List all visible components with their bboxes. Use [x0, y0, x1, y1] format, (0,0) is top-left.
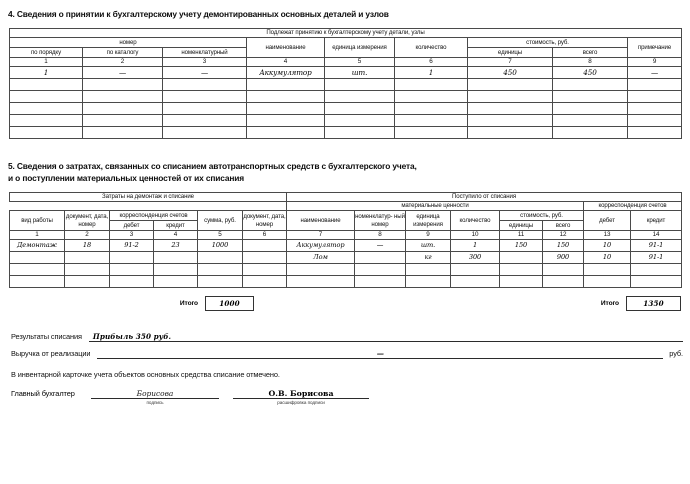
table-cell-empty	[65, 264, 110, 276]
table-row	[10, 252, 682, 264]
table-row-empty	[10, 276, 682, 288]
table-cell-debit-right: 10	[584, 240, 631, 252]
table-cell-empty	[198, 264, 243, 276]
revenue-label: Выручка от реализации	[11, 349, 91, 358]
table-cell-unit: шт.	[325, 67, 395, 79]
t4-header-name: наименование	[247, 38, 325, 58]
t5-band-expenses: Затраты на демонтаж и списание	[10, 193, 287, 202]
t5-header-name: наименование	[287, 211, 355, 231]
table-cell-empty	[451, 276, 500, 288]
t4-header-cost-total: всего	[553, 48, 628, 58]
t5-colnum-10: 10	[451, 231, 500, 240]
table-row-empty	[10, 264, 682, 276]
table-cell-nomenclature: —	[163, 67, 247, 79]
t5-colnum-4: 4	[154, 231, 198, 240]
table-cell-empty	[406, 276, 451, 288]
table-cell-empty	[355, 264, 406, 276]
table-row-empty	[10, 115, 682, 127]
table-cell-empty	[247, 91, 325, 103]
table-cell-work-type: Демонтаж	[10, 240, 65, 252]
t5-header-work-type: вид работы	[10, 211, 65, 231]
table-cell-empty	[468, 79, 553, 91]
t5-colnum-2: 2	[65, 231, 110, 240]
table-cell-empty	[468, 127, 553, 139]
table-cell-empty	[247, 127, 325, 139]
table-cell-empty	[163, 115, 247, 127]
table-cell-empty	[628, 127, 682, 139]
table-cell-document-left	[65, 252, 110, 264]
table-cell-empty	[628, 115, 682, 127]
t4-band-title: Подлежат принятию к бухгалтерскому учету детали, узлы	[10, 29, 682, 38]
table-cell-empty	[247, 103, 325, 115]
totals-left-label: Итого	[179, 300, 198, 307]
t4-column-number-row	[10, 58, 682, 67]
t4-header-by-catalog: по каталогу	[83, 48, 163, 58]
totals-right	[430, 296, 681, 311]
t5-band-receipts: Поступило от списания	[287, 193, 682, 202]
t4-header-by-order: по порядку	[10, 48, 83, 58]
table-cell-empty	[287, 276, 355, 288]
table-cell-empty	[163, 79, 247, 91]
section-5-title-line1: 5. Сведения о затратах, связанных со списанием автотранспортных средств с бухгалтерского учета,	[8, 161, 417, 171]
table-cell-cost-unit: 450	[468, 67, 553, 79]
t5-header-cost-total: всего	[543, 221, 584, 231]
revenue-field[interactable]	[97, 347, 663, 359]
table-cell-empty	[163, 103, 247, 115]
table-cell-sum	[198, 252, 243, 264]
t4-colnum-4: 4	[247, 58, 325, 67]
table-cell-quantity: 1	[451, 240, 500, 252]
table-cell-debit-left	[110, 252, 154, 264]
table-cell-empty	[631, 276, 682, 288]
table-cell-empty	[584, 264, 631, 276]
table-cell-empty	[584, 276, 631, 288]
write-off-result-value: Прибыль 350 руб.	[92, 331, 172, 341]
t5-colnum-6: 6	[243, 231, 287, 240]
table-cell-empty	[163, 127, 247, 139]
t4-colnum-7: 7	[468, 58, 553, 67]
table-cell-debit-left: 91-2	[110, 240, 154, 252]
table-cell-empty	[83, 91, 163, 103]
table-row-empty	[10, 79, 682, 91]
t5-header-cost-unit: единицы	[500, 221, 543, 231]
table-cell-empty	[198, 276, 243, 288]
table-cell-empty	[10, 127, 83, 139]
table-cell-name: Лом	[287, 252, 355, 264]
table-cell-empty	[287, 264, 355, 276]
section-4-title: 4. Сведения о принятии к бухгалтерскому учету демонтированных основных деталей и узлов	[8, 9, 389, 19]
table-cell-empty	[553, 103, 628, 115]
fullname-slot[interactable]	[233, 386, 369, 405]
table-cell-empty	[325, 91, 395, 103]
t4-colnum-6: 6	[395, 58, 468, 67]
table-cell-quantity: 300	[451, 252, 500, 264]
t5-spacer-left	[10, 202, 287, 211]
table-cell-nomenclature-number	[355, 252, 406, 264]
table-cell-empty	[553, 91, 628, 103]
t5-band-corr-right: корреспонденция счетов	[584, 202, 682, 211]
table-cell-empty	[110, 264, 154, 276]
t5-header-debit-right: дебет	[584, 211, 631, 231]
t5-colnum-12: 12	[543, 231, 584, 240]
section-4-table	[9, 28, 682, 139]
t5-corr-group-left: корреспонденция счетов	[110, 211, 198, 221]
table-cell-empty	[325, 127, 395, 139]
table-cell-empty	[468, 103, 553, 115]
table-cell-empty	[83, 127, 163, 139]
t5-header-sum: сумма, руб.	[198, 211, 243, 231]
t5-header-quantity: количество	[451, 211, 500, 231]
t5-header-document-right: документ, дата, номер	[243, 211, 287, 231]
table-cell-unit: шт.	[406, 240, 451, 252]
t5-colnum-13: 13	[584, 231, 631, 240]
table-cell-credit-right: 91-1	[631, 240, 682, 252]
table-cell-empty	[247, 79, 325, 91]
t5-colnum-11: 11	[500, 231, 543, 240]
inventory-card-note: В инвентарной карточке учета объектов основных средства списание отмечено.	[11, 370, 280, 379]
t5-header-debit-left: дебет	[110, 221, 154, 231]
table-cell-empty	[468, 91, 553, 103]
t4-header-nomenclature: номенклатурный	[163, 48, 247, 58]
t5-header-credit-left: кредит	[154, 221, 198, 231]
t4-colnum-9: 9	[628, 58, 682, 67]
table-cell-empty	[500, 264, 543, 276]
table-cell-name: Аккумулятор	[247, 67, 325, 79]
t4-colnum-3: 3	[163, 58, 247, 67]
t5-colnum-5: 5	[198, 231, 243, 240]
table-cell-empty	[154, 264, 198, 276]
table-cell-empty	[10, 91, 83, 103]
section-5-title	[8, 160, 608, 184]
t5-header-credit-right: кредит	[631, 211, 682, 231]
table-cell-empty	[406, 264, 451, 276]
t4-colnum-8: 8	[553, 58, 628, 67]
table-cell-empty	[553, 115, 628, 127]
table-cell-empty	[500, 276, 543, 288]
totals-right-value: 1350	[626, 296, 681, 311]
table-cell-by-order: 1	[10, 67, 83, 79]
totals-right-label: Итого	[600, 300, 619, 307]
table-cell-empty	[65, 276, 110, 288]
table-cell-empty	[355, 276, 406, 288]
table-cell-empty	[163, 91, 247, 103]
signature-value: Борисова	[136, 388, 174, 398]
table-cell-cost-unit: 150	[500, 240, 543, 252]
table-cell-empty	[325, 79, 395, 91]
table-cell-empty	[395, 103, 468, 115]
table-cell-empty	[154, 276, 198, 288]
table-cell-cost-unit	[500, 252, 543, 264]
table-cell-credit-left: 23	[154, 240, 198, 252]
write-off-result-field[interactable]	[89, 330, 683, 342]
revenue-value: —	[376, 348, 385, 358]
table-cell-empty	[83, 103, 163, 115]
table-cell-empty	[10, 276, 65, 288]
fullname-line	[233, 386, 369, 399]
t5-colnum-1: 1	[10, 231, 65, 240]
table-cell-empty	[628, 91, 682, 103]
t4-colnum-1: 1	[10, 58, 83, 67]
table-cell-name: Аккумулятор	[287, 240, 355, 252]
t5-header-unit: единица измерения	[406, 211, 451, 231]
section-5-table	[9, 192, 682, 288]
table-cell-sum: 1000	[198, 240, 243, 252]
t5-colnum-14: 14	[631, 231, 682, 240]
totals-left-value: 1000	[205, 296, 254, 311]
write-off-result-row	[11, 330, 683, 342]
t4-number-group: номер	[10, 38, 247, 48]
table-cell-cost-total: 450	[553, 67, 628, 79]
table-cell-cost-total: 150	[543, 240, 584, 252]
table-cell-empty	[83, 115, 163, 127]
table-cell-empty	[628, 79, 682, 91]
t5-header-document-left: документ, дата, номер	[65, 211, 110, 231]
table-cell-empty	[10, 103, 83, 115]
table-cell-empty	[395, 127, 468, 139]
table-cell-empty	[631, 264, 682, 276]
table-cell-empty	[468, 115, 553, 127]
t5-band-materials: материальные ценности	[287, 202, 584, 211]
fullname-caption: расшифровка подписи	[277, 400, 325, 405]
table-cell-empty	[247, 115, 325, 127]
table-row-empty	[10, 91, 682, 103]
t4-header-cost-unit: единицы	[468, 48, 553, 58]
t5-colnum-3: 3	[110, 231, 154, 240]
table-cell-quantity: 1	[395, 67, 468, 79]
table-row-empty	[10, 127, 682, 139]
table-cell-empty	[553, 127, 628, 139]
table-cell-empty	[325, 115, 395, 127]
signature-line	[91, 386, 219, 399]
table-cell-empty	[10, 264, 65, 276]
t5-header-nomenclature-number: номенклатур- ный номер	[355, 211, 406, 231]
table-cell-empty	[243, 264, 287, 276]
table-cell-empty	[395, 115, 468, 127]
table-cell-note: —	[628, 67, 682, 79]
fullname-value: О.В. Борисова	[268, 388, 334, 398]
table-cell-nomenclature-number: —	[355, 240, 406, 252]
section-5-table-body	[10, 240, 682, 288]
table-cell-empty	[10, 115, 83, 127]
signer-title: Главный бухгалтер	[11, 389, 75, 398]
table-cell-credit-right: 91-1	[631, 252, 682, 264]
table-cell-empty	[395, 91, 468, 103]
table-cell-document-left: 18	[65, 240, 110, 252]
table-cell-unit: кг	[406, 252, 451, 264]
table-row	[10, 67, 682, 79]
write-off-result-label: Результаты списания	[11, 332, 82, 341]
t4-header-note: примечание	[628, 38, 682, 58]
table-cell-document-right	[243, 240, 287, 252]
t5-cost-group: стоимость, руб.	[500, 211, 584, 221]
table-cell-credit-left	[154, 252, 198, 264]
table-cell-debit-right: 10	[584, 252, 631, 264]
section-5-title-line2: и о поступлении материальных ценностей от их списания	[8, 173, 245, 183]
table-cell-document-right	[243, 252, 287, 264]
signature-block	[11, 386, 431, 410]
table-row	[10, 240, 682, 252]
table-row-empty	[10, 103, 682, 115]
table-cell-by-catalog: —	[83, 67, 163, 79]
table-cell-empty	[451, 264, 500, 276]
table-cell-empty	[243, 276, 287, 288]
table-cell-work-type	[10, 252, 65, 264]
table-cell-empty	[543, 276, 584, 288]
signature-slot[interactable]	[91, 386, 219, 405]
revenue-row	[11, 347, 683, 359]
t5-column-number-row	[10, 231, 682, 240]
table-cell-empty	[325, 103, 395, 115]
table-cell-empty	[628, 103, 682, 115]
table-cell-empty	[110, 276, 154, 288]
signature-caption: подпись	[146, 400, 164, 405]
t5-colnum-7: 7	[287, 231, 355, 240]
t5-colnum-9: 9	[406, 231, 451, 240]
totals-left	[9, 296, 254, 311]
t4-header-quantity: количество	[395, 38, 468, 58]
t4-colnum-2: 2	[83, 58, 163, 67]
table-cell-empty	[395, 79, 468, 91]
table-cell-empty	[543, 264, 584, 276]
t5-colnum-8: 8	[355, 231, 406, 240]
t4-cost-group: стоимость, руб.	[468, 38, 628, 48]
table-cell-empty	[553, 79, 628, 91]
t4-colnum-5: 5	[325, 58, 395, 67]
table-cell-empty	[10, 79, 83, 91]
table-cell-empty	[83, 79, 163, 91]
t4-header-unit: единица измерения	[325, 38, 395, 58]
section-4-table-body	[10, 67, 682, 139]
revenue-currency-label: руб.	[669, 349, 683, 358]
table-cell-cost-total: 900	[543, 252, 584, 264]
